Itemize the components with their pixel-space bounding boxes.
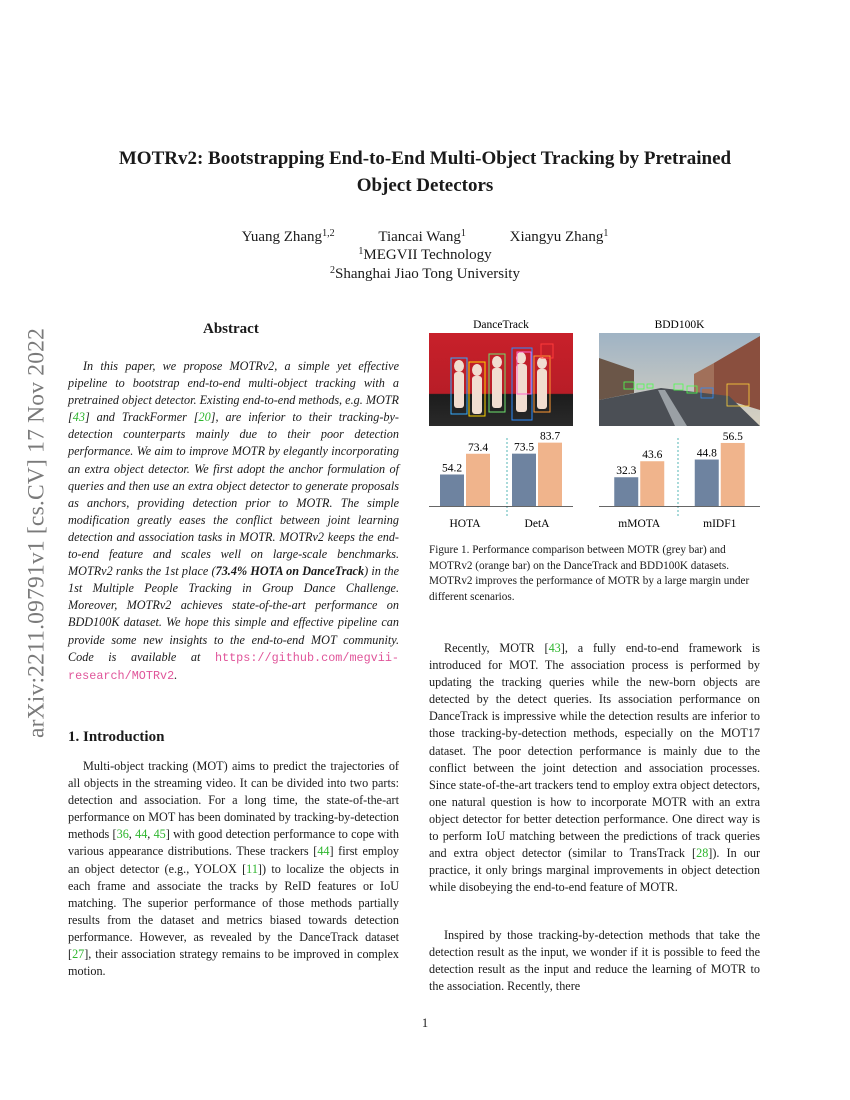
bar-value-label: 56.5 bbox=[722, 430, 743, 443]
page-number: 1 bbox=[421, 1016, 429, 1030]
citation-link[interactable]: 43 bbox=[72, 410, 85, 425]
figure-caption: Figure 1. Performance comparison between MOTR (grey bar) and MOTRv2 (orange bar) on the DanceTrack and BDD100K datasets. MOTRv2 improves the performance of MOTR by a large margin under different scenarios. bbox=[429, 544, 750, 603]
citation-link[interactable]: 44 bbox=[135, 827, 148, 842]
bar bbox=[512, 454, 536, 506]
bar-value-label: 73.5 bbox=[513, 441, 535, 454]
citation-link[interactable]: 27 bbox=[72, 947, 85, 962]
bar bbox=[695, 460, 719, 506]
figure-1 bbox=[429, 318, 760, 533]
bar bbox=[640, 461, 664, 506]
title-line-2: Object Detectors bbox=[356, 175, 494, 196]
chart-title: BDD100K bbox=[654, 319, 705, 331]
bar bbox=[440, 474, 464, 506]
category-label: DetA bbox=[524, 518, 550, 530]
author-list bbox=[60, 227, 790, 247]
citation-link[interactable]: 11 bbox=[246, 861, 258, 876]
category-label: mMOTA bbox=[618, 518, 661, 530]
bar bbox=[721, 443, 745, 506]
affiliation-2: $^2$Shanghai Jiao Tong University bbox=[330, 265, 520, 282]
bar bbox=[614, 477, 638, 506]
figure-1-graphic bbox=[429, 318, 760, 533]
bdd100k-thumbnail bbox=[599, 333, 760, 426]
bar-value-label: 32.3 bbox=[616, 465, 637, 478]
citation-link[interactable]: 45 bbox=[153, 827, 166, 842]
citation-link[interactable]: 20 bbox=[198, 410, 211, 425]
arxiv-id: arXiv:2211.09791v1 [cs.CV] 17 Nov 2022 bbox=[23, 327, 50, 738]
category-label: HOTA bbox=[449, 518, 481, 530]
arxiv-sidebar-stamp bbox=[20, 290, 54, 775]
author-2: Tiancai Wang$^1$ bbox=[378, 228, 466, 245]
body-paragraph: Inspired by those tracking-by-detection methods that take the detection result as the input, we wonder if it is possible to feed the detection result as the input and reduce the learning of MOTR to the association. Recently, there bbox=[429, 928, 760, 994]
title-line-1: MOTRv2: Bootstrapping End-to-End Multi-Object Tracking by Pretrained bbox=[118, 148, 732, 169]
paper-title bbox=[60, 145, 790, 199]
introduction-paragraph: Multi-object tracking (MOT) aims to predict the trajectories of all objects in the streaming video. It can be divided into two parts: detection and association. For a long time, the state-of-the-art performance on MOT has been dominated by tracking-by-detection methods [36, 44, 45] with good detection performance to cope with various appearance distributions. These trackers [44] first employ an object detector (e.g., YOLOX [11]) to localize the objects in each frame and associate the tracks by ReID features or IoU matching. The superior performance of those methods partially results from the dataset and metrics biased towards detection performance. However, as revealed by the DanceTrack dataset [27], their association strategy remains to be improved in complex motion. bbox=[68, 759, 400, 979]
citation-link[interactable]: 43 bbox=[548, 641, 561, 655]
citation-link[interactable]: 36 bbox=[116, 827, 129, 842]
bar bbox=[538, 443, 562, 506]
bar-value-label: 44.8 bbox=[696, 447, 717, 460]
abstract-heading: Abstract bbox=[203, 321, 259, 337]
author-1: Yuang Zhang$^{1,2}$ bbox=[241, 228, 335, 245]
code-url-link[interactable]: https://github.com/megvii-research/MOTRv2 bbox=[68, 650, 399, 683]
bar-value-label: 73.4 bbox=[467, 441, 489, 454]
introduction-heading: 1. Introduction bbox=[68, 729, 165, 745]
author-3: Xiangyu Zhang$^1$ bbox=[509, 228, 609, 245]
affiliation-1: $^1$MEGVII Technology bbox=[358, 246, 492, 263]
bar bbox=[466, 454, 490, 506]
abstract-text: In this paper, we propose MOTRv2, a simple yet effective pipeline to bootstrap end-to-end multi-object tracking with a pretrained object detector. Existing end-to-end methods, e.g. MOTR [43] and TrackFormer [20], are inferior to their tracking-by-detection counterparts mainly due to their poor detection performance. We aim to improve MOTR by elegantly incorporating an extra object detector. We first adopt the anchor formulation of queries and then use an extra object detector to generate proposals as anchors, providing detection prior to MOTR. The simple modification greatly eases the conflict between joint learning detection and association tasks in MOTR. MOTRv2 keeps the end-to-end feature and scales well on large-scale benchmarks. MOTRv2 ranks the 1st place (73.4% HOTA on DanceTrack) in the 1st Multiple People Tracking in Group Dance Challenge. Moreover, MOTRv2 achieves state-of-the-art performance on BDD100K dataset. We hope this simple and effective pipeline can provide some new insights to the end-to-end MOT community. Code is available at https://github.com/megvii-research/MOTRv2. bbox=[68, 359, 399, 683]
bar-value-label: 54.2 bbox=[441, 462, 463, 475]
citation-link[interactable]: 44 bbox=[317, 844, 330, 859]
bar-value-label: 43.6 bbox=[642, 449, 663, 462]
dancetrack-thumbnail bbox=[429, 333, 573, 426]
citation-link[interactable]: 28 bbox=[696, 846, 709, 861]
chart-title: DanceTrack bbox=[473, 319, 529, 331]
body-paragraph: Recently, MOTR [43], a fully end-to-end framework is introduced for MOT. The association process is performed by updating the tracking queries while the new-born objects are detected by the detect queries. Its association performance on DanceTrack is impressive while the detection results are inferior to those tracking-by-detection methods, especially on the MOT17 dataset. The poor detection performance is mainly due to the conflict between the joint detection and association processes. Since state-of-the-art trackers tend to employ extra object detectors, one natural question is how to incorporate MOTR with an extra object detector for better detection performance. One direct way is to perform IoU matching between the predictions of track queries and extra object detector (similar to TransTrack [28]). In our practice, it only brings marginal improvements in object detection while disobeying the end-to-end feature of MOTR. bbox=[429, 641, 761, 895]
category-label: mIDF1 bbox=[703, 518, 737, 530]
bar-value-label: 83.7 bbox=[539, 430, 561, 443]
